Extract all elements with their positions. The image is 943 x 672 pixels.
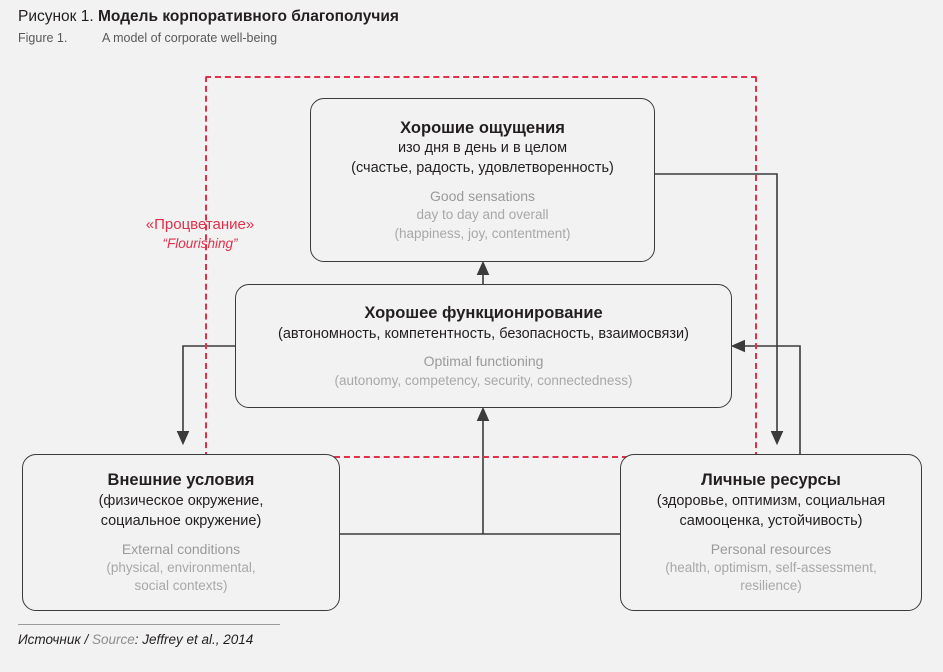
source-label-en: Source (91, 632, 135, 647)
node-title-ru: Внешние условия (107, 471, 255, 490)
diagram-canvas (0, 56, 943, 626)
figure-title-ru: Модель корпоративного благополучия (98, 8, 399, 25)
node-subtitle-en-1: day to day and overall (416, 207, 549, 223)
node-personal-resources (620, 454, 922, 611)
node-subtitle-ru-2: социальное окружение) (100, 512, 262, 529)
figure-title-en: A model of corporate well-being (102, 31, 278, 45)
flourishing-label-ru: «Процветание» (145, 216, 255, 233)
node-subtitle-ru-1: изо дня в день и в целом (397, 140, 568, 157)
node-subtitle-en-1: (autonomy, competency, security, connectedness) (334, 372, 633, 388)
node-subtitle-ru-2: (счастье, радость, удовлетворенность) (351, 160, 614, 177)
source-divider (18, 624, 280, 625)
figure-number-ru: Рисунок 1. (18, 8, 94, 25)
node-title-en: Optimal functioning (423, 353, 544, 370)
node-title-en: External conditions (121, 540, 241, 557)
node-subtitle-ru-1: (физическое окружение, (98, 492, 264, 509)
figure-caption-ru (18, 8, 918, 26)
figure-caption (18, 8, 918, 45)
node-subtitle-en-2: resilience) (740, 578, 802, 594)
node-good-sensations (310, 98, 655, 262)
flourishing-label-en: “Flourishing” (162, 236, 238, 251)
node-optimal-functioning (235, 284, 732, 408)
node-title-en: Good sensations (429, 188, 536, 205)
node-external-conditions (22, 454, 340, 611)
node-subtitle-en-2: social contexts) (134, 578, 228, 594)
node-subtitle-ru-1: (здоровье, оптимизм, социальная (656, 492, 886, 509)
source-label-ru: Источник / (18, 632, 92, 647)
node-subtitle-ru-1: (автономность, компетентность, безопасность, взаимосвязи) (278, 325, 689, 342)
node-subtitle-en-2: (happiness, joy, contentment) (394, 225, 571, 241)
node-title-ru: Личные ресурсы (701, 471, 841, 490)
node-subtitle-en-1: (physical, environmental, (106, 559, 256, 575)
source-note (18, 632, 253, 647)
node-title-ru: Хорошие ощущения (400, 118, 565, 137)
node-subtitle-ru-2: самооценка, устойчивость) (679, 512, 863, 529)
flourishing-label (120, 216, 280, 251)
node-title-en: Personal resources (710, 540, 832, 557)
node-title-ru: Хорошее функционирование (364, 303, 603, 322)
figure-caption-en (18, 31, 918, 45)
source-value: : Jeffrey et al., 2014 (134, 632, 254, 647)
figure-number-en: Figure 1. (18, 31, 68, 45)
node-subtitle-en-1: (health, optimism, self-assessment, (665, 559, 877, 575)
